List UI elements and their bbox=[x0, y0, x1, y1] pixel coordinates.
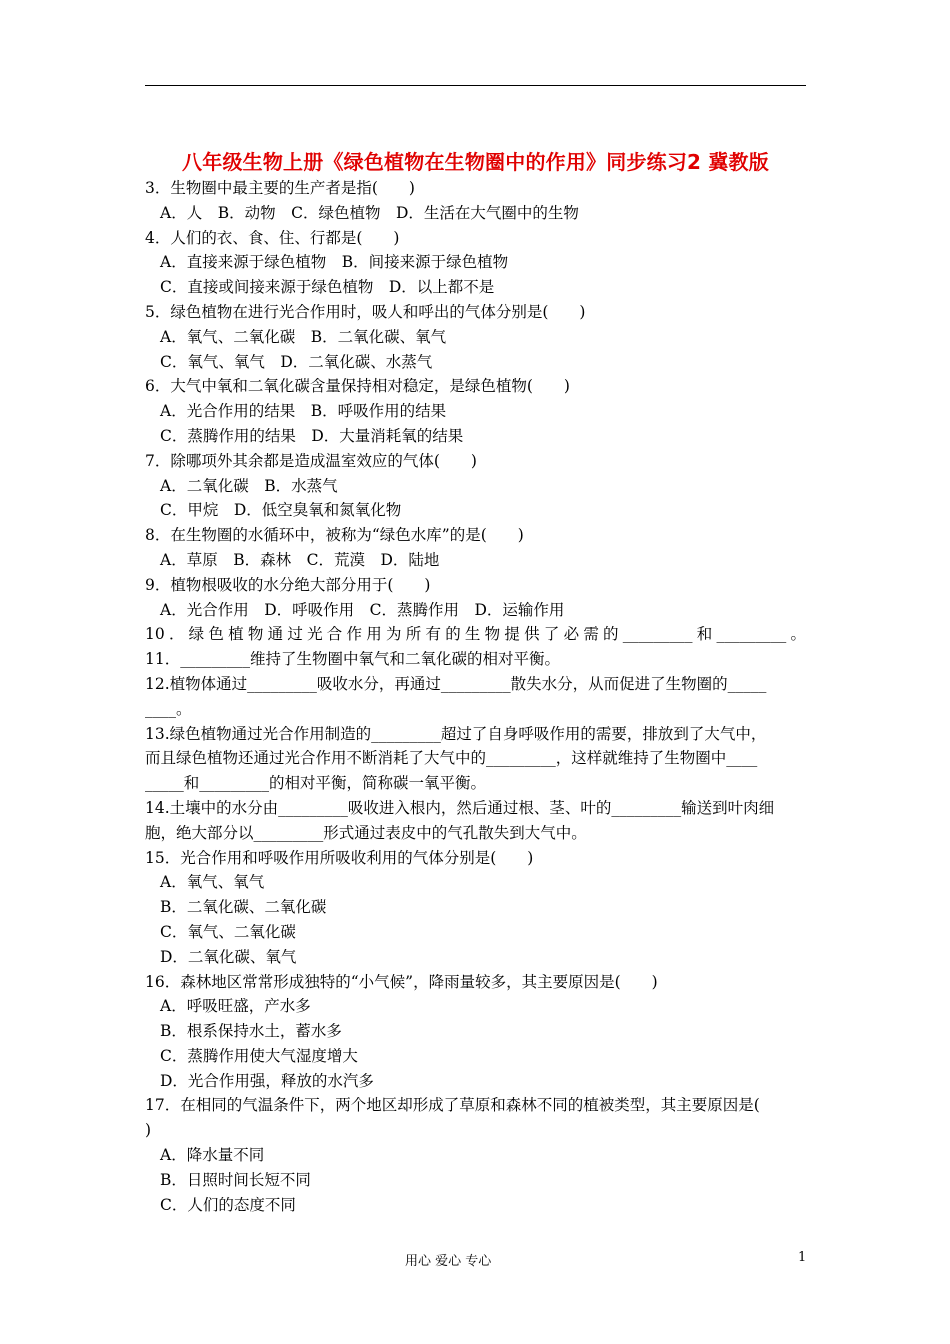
answer-option-line: A．光合作用的结果 B．呼吸作用的结果 bbox=[160, 402, 447, 421]
question-line: 11．_________维持了生物圈中氧气和二氧化碳的相对平衡。 bbox=[145, 650, 560, 669]
question-line: 6．大气中氧和二氧化碳含量保持相对稳定，是绿色植物( ) bbox=[145, 377, 570, 396]
answer-option-line: C．蒸腾作用的结果 D．大量消耗氧的结果 bbox=[160, 426, 464, 445]
answer-option-line: A．呼吸旺盛，产水多 bbox=[160, 997, 311, 1016]
question-line: 3．生物圈中最主要的生产者是指( ) bbox=[145, 179, 415, 197]
answer-option-line: D．光合作用强，释放的水汽多 bbox=[160, 1071, 374, 1090]
answer-option-line: A．氧气、氧气 bbox=[160, 873, 265, 892]
answer-option-line: C．人们的态度不同 bbox=[160, 1195, 296, 1214]
answer-option-line: C．甲烷 D．低空臭氧和氮氧化物 bbox=[160, 501, 402, 520]
question-line: 16．森林地区常常形成独特的“小气候”，降雨量较多，其主要原因是( ) bbox=[145, 972, 658, 991]
header-rule bbox=[145, 85, 806, 86]
question-line: 4．人们的衣、食、住、行都是( ) bbox=[145, 228, 400, 247]
question-line: 17．在相同的气温条件下，两个地区却形成了草原和森林不同的植被类型，其主要原因是( bbox=[145, 1096, 760, 1115]
footer-slogan: 用心 爱心 专心 bbox=[405, 1254, 492, 1269]
answer-option-line: A．草原 B．森林 C．荒漠 D．陆地 bbox=[160, 550, 440, 569]
question-line: ____。 bbox=[145, 699, 192, 718]
question-line: _____和_________的相对平衡，简称碳一氧平衡。 bbox=[145, 774, 487, 793]
answer-option-line: D．二氧化碳、氧气 bbox=[160, 947, 297, 966]
answer-option-line: B．根系保持水土，蓄水多 bbox=[160, 1022, 342, 1041]
question-list bbox=[145, 176, 806, 1217]
document-title: 八年级生物上册《绿色植物在生物圈中的作用》同步练习2 冀教版 bbox=[182, 150, 769, 174]
answer-option-line: A．直接来源于绿色植物 B．间接来源于绿色植物 bbox=[160, 253, 509, 272]
page-number: 1 bbox=[798, 1250, 807, 1265]
answer-option-line: A．氧气、二氧化碳 B．二氧化碳、氧气 bbox=[160, 327, 447, 346]
answer-option-line: B．日照时间长短不同 bbox=[160, 1170, 311, 1189]
question-line: 8．在生物圈的水循环中，被称为“绿色水库”的是( ) bbox=[145, 526, 524, 545]
question-line: 5．绿色植物在进行光合作用时，吸人和呼出的气体分别是( ) bbox=[145, 302, 586, 321]
question-line: ) bbox=[145, 1121, 152, 1140]
question-line: 9．植物根吸收的水分绝大部分用于( ) bbox=[145, 575, 431, 594]
answer-option-line: C．氧气、二氧化碳 bbox=[160, 922, 296, 941]
question-line: 13.绿色植物通过光合作用制造的_________超过了自身呼吸作用的需要，排放到了大气中， bbox=[145, 724, 767, 743]
answer-option-line: C．蒸腾作用使大气湿度增大 bbox=[160, 1046, 358, 1065]
answer-option-line: B．二氧化碳、二氧化碳 bbox=[160, 898, 327, 917]
answer-option-line: A．二氧化碳 B．水蒸气 bbox=[160, 476, 338, 495]
question-line: 而且绿色植物还通过光合作用不断消耗了大气中的_________，这样就维持了生物圈中____ bbox=[145, 749, 758, 768]
answer-option-line: C．氧气、氧气 D．二氧化碳、水蒸气 bbox=[160, 352, 433, 371]
question-line: 12.植物体通过_________吸收水分，再通过_________散失水分，从而促进了生物圈的_____ bbox=[145, 674, 767, 693]
page-footer bbox=[0, 1250, 950, 1270]
answer-option-line: A．降水量不同 bbox=[160, 1146, 265, 1165]
answer-option-line: A．光合作用 D．呼吸作用 C．蒸腾作用 D．运输作用 bbox=[160, 600, 565, 619]
question-line: 15．光合作用和呼吸作用所吸收利用的气体分别是( ) bbox=[145, 848, 534, 867]
question-line: 7．除哪项外其余都是造成温室效应的气体( ) bbox=[145, 451, 477, 470]
answer-option-line: C．直接或间接来源于绿色植物 D．以上都不是 bbox=[160, 278, 495, 297]
answer-option-line: A．人 B．动物 C．绿色植物 D．生活在大气圈中的生物 bbox=[160, 203, 579, 222]
question-line: 10．绿色植物通过光合作用为所有的生物提供了必需的_________和_________。 bbox=[145, 625, 806, 644]
question-line: 14.土壤中的水分由_________吸收进入根内，然后通过根、茎、叶的_________输送到叶肉细 bbox=[145, 798, 775, 817]
question-line: 胞，绝大部分以_________形式通过表皮中的气孔散失到大气中。 bbox=[145, 823, 587, 842]
